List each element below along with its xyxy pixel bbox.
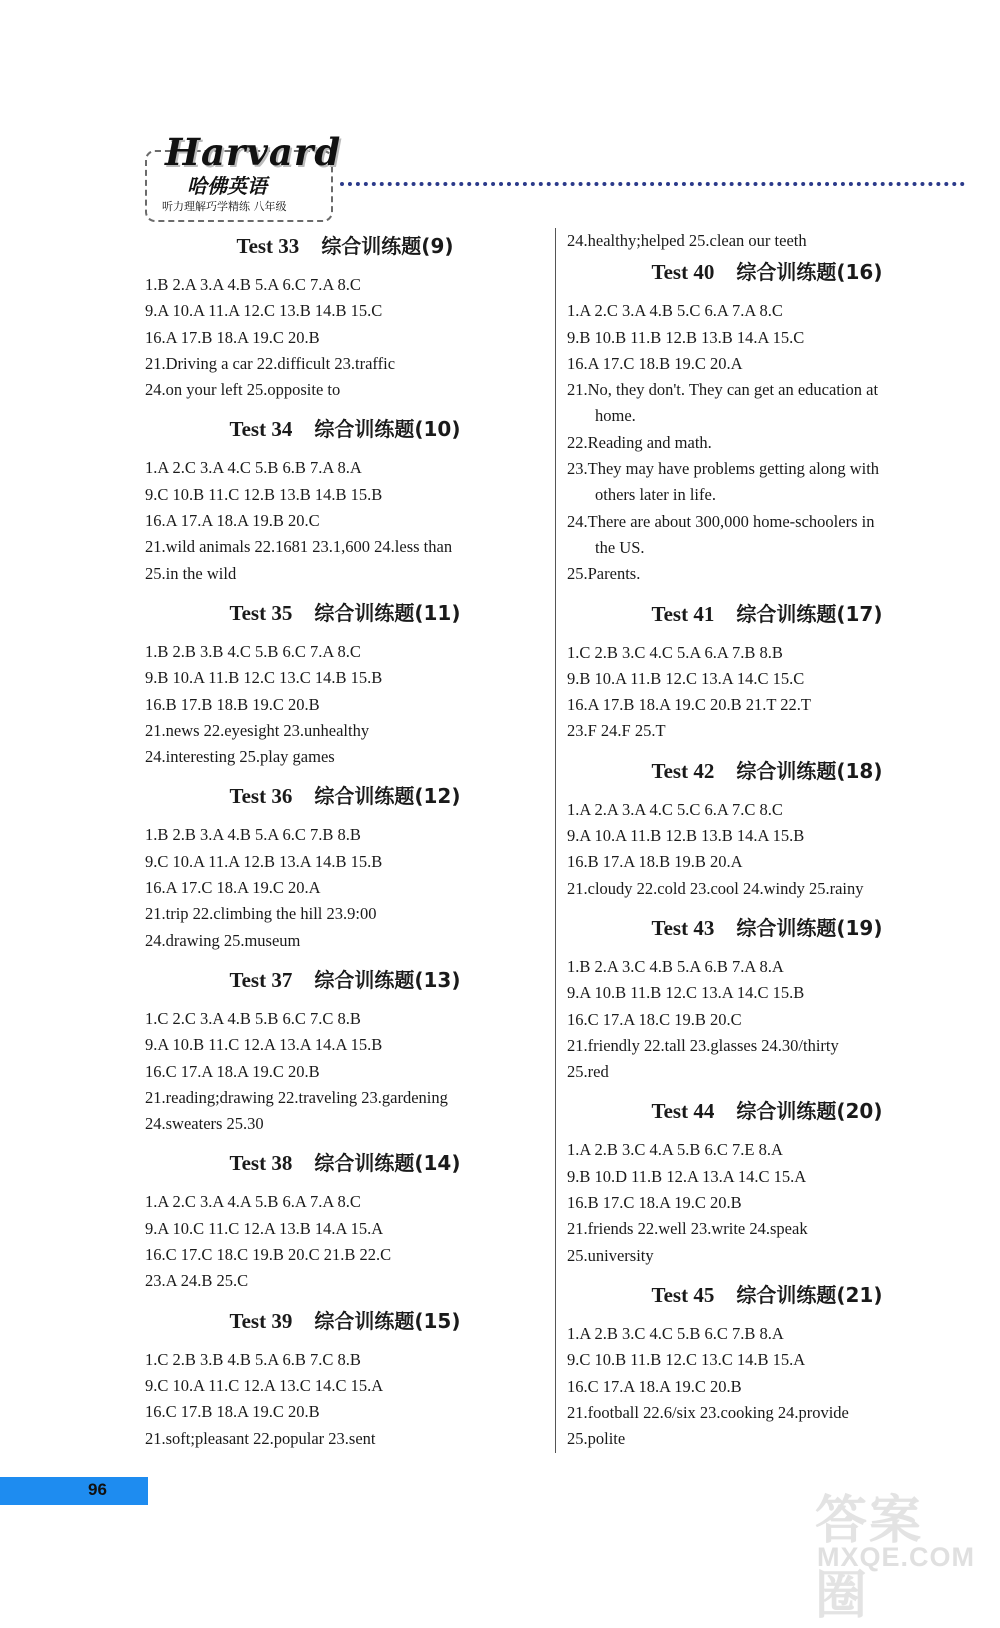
answer-line: 21.No, they don't. They can get an education at — [567, 380, 879, 400]
answer-line: 1.A 2.C 3.A 4.B 5.C 6.A 7.A 8.C — [567, 301, 783, 321]
answer-line: 9.C 10.B 11.B 12.C 13.C 14.B 15.A — [567, 1350, 806, 1370]
answer-line: 9.C 10.A 11.A 12.B 13.A 14.B 15.B — [145, 851, 383, 871]
test-subtitle: 综合训练题(14) — [314, 1151, 461, 1176]
test-subtitle: 综合训练题(21) — [736, 1282, 883, 1307]
answer-line: 25.university — [567, 1245, 654, 1265]
answer-line: 21.trip 22.climbing the hill 23.9:00 — [145, 904, 377, 924]
test-heading — [145, 228, 545, 264]
answer-line: 9.C 10.B 11.C 12.B 13.B 14.B 15.B — [145, 484, 383, 504]
answer-line: 21.friends 22.well 23.write 24.speak — [567, 1219, 808, 1239]
test-subtitle: 综合训练题(16) — [736, 260, 883, 285]
answer-line: 16.A 17.C 18.A 19.C 20.A — [145, 878, 321, 898]
test-subtitle: 综合训练题(19) — [736, 915, 883, 940]
test-number: Test 37 — [229, 967, 293, 992]
answer-line: 16.C 17.A 18.C 19.B 20.C — [567, 1009, 742, 1029]
answer-line: 21.wild animals 22.1681 23.1,600 24.less than — [145, 537, 453, 557]
answer-line: 9.A 10.B 11.B 12.C 13.A 14.C 15.B — [567, 983, 805, 1003]
test-heading — [567, 254, 967, 290]
test-heading — [145, 1303, 545, 1339]
answer-line: 24.drawing 25.museum — [145, 930, 301, 950]
test-number: Test 38 — [229, 1151, 293, 1176]
answer-line: 1.A 2.C 3.A 4.C 5.B 6.B 7.A 8.A — [145, 458, 362, 478]
answer-line: home. — [595, 406, 636, 426]
answer-line: others later in life. — [595, 485, 716, 505]
test-number: Test 42 — [651, 758, 715, 783]
test-heading — [567, 1277, 967, 1313]
answer-line: 9.A 10.A 11.A 12.C 13.B 14.B 15.C — [145, 301, 383, 321]
answer-line: 23.F 24.F 25.T — [567, 721, 666, 741]
test-number: Test 39 — [229, 1308, 293, 1333]
test-subtitle: 综合训练题(20) — [736, 1099, 883, 1124]
answer-line: 16.B 17.B 18.B 19.C 20.B — [145, 694, 320, 714]
answer-line: 16.B 17.A 18.B 19.B 20.A — [567, 852, 743, 872]
answer-line: 1.C 2.C 3.A 4.B 5.B 6.C 7.C 8.B — [145, 1008, 361, 1028]
answer-line: 21.reading;drawing 22.traveling 23.gardening — [145, 1087, 448, 1107]
test-number: Test 41 — [651, 601, 715, 626]
test-number: Test 44 — [651, 1099, 715, 1124]
answer-line: 21.soft;pleasant 22.popular 23.sent — [145, 1428, 376, 1448]
answer-line: 24.There are about 300,000 home-schoolers in — [567, 511, 875, 531]
test-subtitle: 综合训练题(17) — [736, 601, 883, 626]
answer-line: 1.A 2.B 3.C 4.A 5.B 6.C 7.E 8.A — [567, 1140, 783, 1160]
test-number: Test 43 — [651, 915, 715, 940]
answer-line: 16.B 17.C 18.A 19.C 20.B — [567, 1193, 742, 1213]
answer-line: 9.A 10.A 11.B 12.B 13.B 14.A 15.B — [567, 826, 805, 846]
answer-line: 1.A 2.C 3.A 4.A 5.B 6.A 7.A 8.C — [145, 1192, 361, 1212]
answer-line: 16.A 17.B 18.A 19.C 20.B 21.T 22.T — [567, 695, 812, 715]
answer-line: 9.B 10.B 11.B 12.B 13.B 14.A 15.C — [567, 327, 805, 347]
watermark-url: MXQE.COM — [817, 1542, 976, 1572]
right-column — [567, 228, 967, 1460]
left-column — [145, 228, 545, 1460]
answer-line: 25.polite — [567, 1429, 626, 1449]
answer-line: the US. — [595, 537, 645, 557]
test-number: Test 33 — [236, 234, 300, 258]
logo-note: 听力理解巧学精练 八年级 — [162, 200, 287, 213]
answer-line: 16.C 17.B 18.A 19.C 20.B — [145, 1402, 320, 1422]
answer-line: 24.sweaters 25.30 — [145, 1114, 264, 1134]
answer-line: 16.A 17.B 18.A 19.C 20.B — [145, 327, 320, 347]
answer-line: 1.A 2.A 3.A 4.C 5.C 6.A 7.C 8.C — [567, 799, 783, 819]
test-subtitle: 综合训练题(18) — [736, 758, 883, 783]
watermark — [815, 1478, 976, 1626]
answer-line: 16.A 17.A 18.A 19.B 20.C — [145, 511, 320, 531]
test-heading — [145, 595, 545, 631]
answer-line: 16.A 17.C 18.B 19.C 20.A — [567, 353, 743, 373]
answer-line: 1.C 2.B 3.C 4.C 5.A 6.A 7.B 8.B — [567, 642, 783, 662]
test-subtitle: 综合训练题(11) — [314, 600, 461, 625]
answer-line: 9.C 10.A 11.C 12.A 13.C 14.C 15.A — [145, 1375, 384, 1395]
test-number: Test 36 — [229, 784, 293, 809]
answer-line: 24.on your left 25.opposite to — [145, 380, 341, 400]
test-subtitle: 综合训练题(12) — [314, 784, 461, 809]
answer-line: 21.football 22.6/six 23.cooking 24.provide — [567, 1402, 849, 1422]
page-number: 96 — [88, 1480, 107, 1499]
test-heading — [145, 962, 545, 998]
logo-title: Harvard — [165, 130, 342, 174]
answer-line: 21.cloudy 22.cold 23.cool 24.windy 25.rainy — [567, 878, 864, 898]
test-heading — [567, 596, 967, 632]
answer-line: 24.interesting 25.play games — [145, 747, 335, 767]
answer-line: 16.C 17.A 18.A 19.C 20.B — [145, 1061, 320, 1081]
answer-line: 25.red — [567, 1062, 609, 1082]
answer-line: 1.B 2.B 3.B 4.C 5.B 6.C 7.A 8.C — [145, 641, 361, 661]
answer-line: 25.Parents. — [567, 564, 641, 584]
answer-line: 1.B 2.B 3.A 4.B 5.A 6.C 7.B 8.B — [145, 825, 361, 845]
page-header — [145, 130, 970, 225]
test-subtitle: 综合训练题(15) — [314, 1308, 461, 1333]
answer-line: 21.friendly 22.tall 23.glasses 24.30/thirty — [567, 1035, 839, 1055]
answer-line: 16.C 17.A 18.A 19.C 20.B — [567, 1376, 742, 1396]
test-number: Test 35 — [229, 600, 293, 625]
test-heading — [567, 1093, 967, 1129]
test-number: Test 34 — [229, 417, 293, 442]
test-heading — [567, 910, 967, 946]
answer-line: 22.Reading and math. — [567, 432, 712, 452]
test-subtitle: 综合训练题(9) — [321, 234, 454, 258]
test-subtitle: 综合训练题(10) — [314, 417, 461, 442]
logo-subtitle: 哈佛英语 — [187, 174, 267, 198]
header-dotted-rule — [340, 182, 965, 186]
answer-line: 9.A 10.B 11.C 12.A 13.A 14.A 15.B — [145, 1035, 383, 1055]
answer-line: 25.in the wild — [145, 563, 237, 583]
test-heading — [145, 778, 545, 814]
answer-line: 21.Driving a car 22.difficult 23.traffic — [145, 353, 396, 373]
answer-line: 9.B 10.A 11.B 12.C 13.A 14.C 15.C — [567, 668, 805, 688]
test-number: Test 45 — [651, 1282, 715, 1307]
test-heading — [567, 753, 967, 789]
test-heading — [145, 411, 545, 447]
test-heading — [145, 1145, 545, 1181]
answer-line: 23.They may have problems getting along with — [567, 459, 880, 479]
page-number-badge — [0, 1477, 148, 1505]
watermark-logo: 答案圈 — [815, 1491, 924, 1626]
test-number: Test 40 — [651, 260, 715, 285]
answer-line: 1.B 2.A 3.C 4.B 5.A 6.B 7.A 8.A — [567, 956, 784, 976]
answer-line: 1.C 2.B 3.B 4.B 5.A 6.B 7.C 8.B — [145, 1349, 361, 1369]
answer-line: 21.news 22.eyesight 23.unhealthy — [145, 720, 370, 740]
answer-line: 1.A 2.B 3.C 4.C 5.B 6.C 7.B 8.A — [567, 1323, 784, 1343]
test-subtitle: 综合训练题(13) — [314, 967, 461, 992]
answer-line: 24.healthy;helped 25.clean our teeth — [567, 231, 807, 250]
answer-line: 1.B 2.A 3.A 4.B 5.A 6.C 7.A 8.C — [145, 275, 361, 294]
answer-line: 9.B 10.D 11.B 12.A 13.A 14.C 15.A — [567, 1166, 807, 1186]
answer-line: 23.A 24.B 25.C — [145, 1271, 249, 1291]
answer-line: 9.B 10.A 11.B 12.C 13.C 14.B 15.B — [145, 668, 383, 688]
answer-line: 16.C 17.C 18.C 19.B 20.C 21.B 22.C — [145, 1245, 392, 1265]
column-divider — [555, 228, 556, 1453]
answer-line: 9.A 10.C 11.C 12.A 13.B 14.A 15.A — [145, 1218, 384, 1238]
